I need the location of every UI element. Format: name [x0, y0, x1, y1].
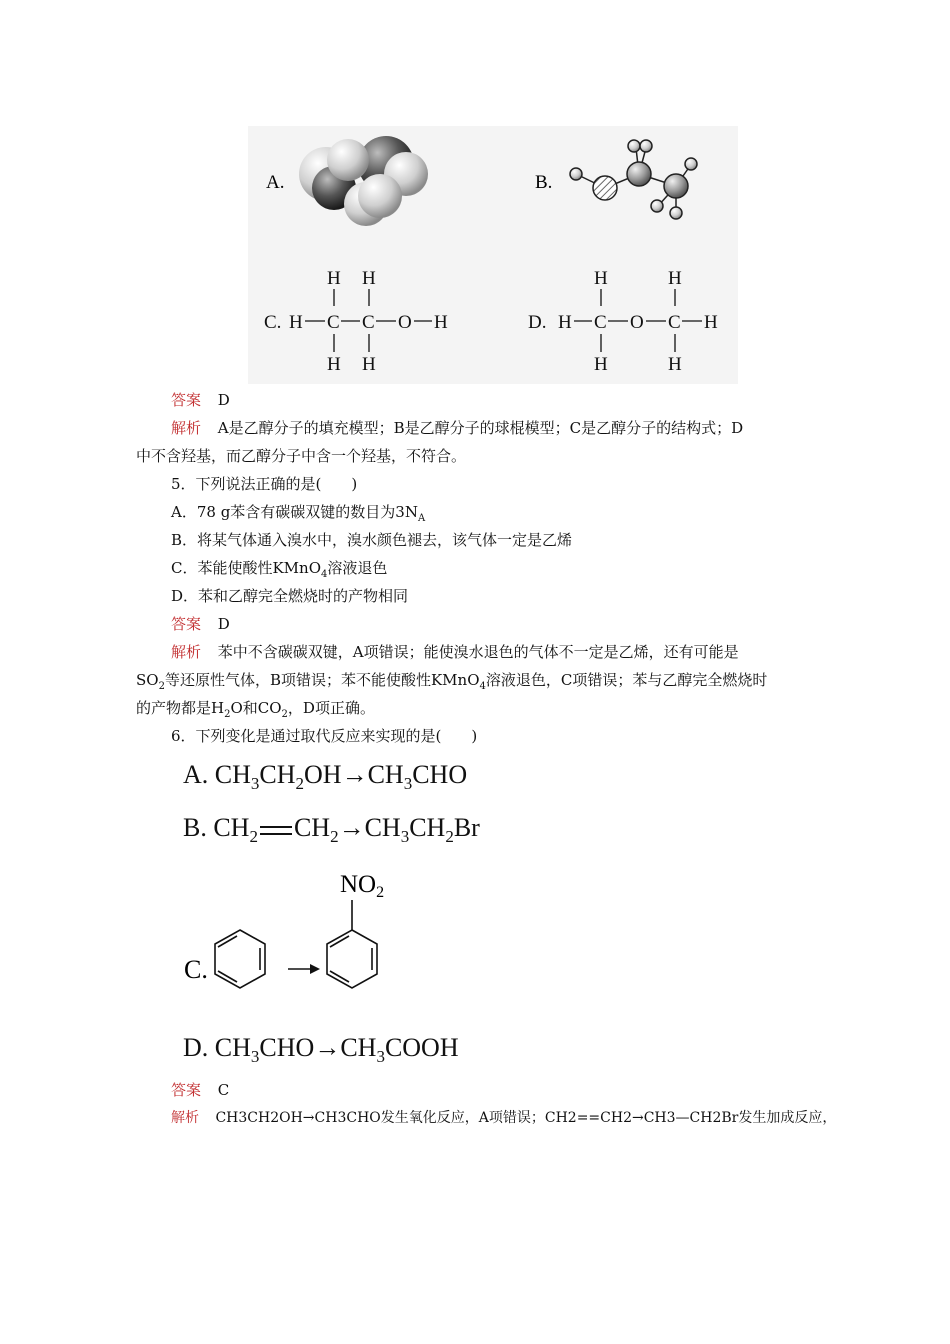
analysis-text: 等还原性气体，B项错误；苯不能使酸性KMnO	[164, 671, 480, 689]
analysis-sub: 2	[224, 709, 231, 720]
atom-h: H	[594, 354, 608, 375]
q6-option-c	[180, 866, 420, 1026]
atom-h: H	[704, 312, 718, 333]
q6-stem: 6．下列变化是通过取代反应来实现的是( )	[171, 727, 478, 745]
analysis-text: CH3CH2OH→CH3CHO发生氧化反应，A项错误；CH2==CH2→CH3—CH2Br发生加成反应，	[215, 1110, 837, 1126]
arrow-icon: →	[338, 813, 365, 842]
atom-h: H	[668, 354, 682, 375]
nitrobenzene-ring	[327, 900, 377, 988]
analysis-sub: 2	[281, 709, 288, 720]
answer-label: 答案	[171, 615, 202, 633]
answer-label: 答案	[171, 1081, 202, 1099]
atom-c: C	[327, 312, 340, 333]
structural-formula-c	[264, 268, 448, 375]
option-label: A.	[183, 760, 209, 789]
atom-h: H	[362, 268, 376, 289]
atom-h: H	[289, 312, 303, 333]
q6-option-b: B. $CH_2$ $CH_2\to CH_3CH_2Br$	[183, 813, 480, 847]
q6-option-d: D. $CH_3CHO\to CH_3COOH$	[183, 1033, 459, 1067]
atom-c: C	[594, 312, 607, 333]
double-bond	[260, 826, 292, 835]
answer-label: 答案	[171, 391, 202, 409]
reaction-arrow-icon	[288, 964, 320, 974]
atom-h: H	[327, 268, 341, 289]
option-text: C．苯能使酸性KMnO	[171, 559, 322, 577]
answer-value: C	[217, 1081, 230, 1099]
q5-stem: 5．下列说法正确的是( )	[171, 475, 358, 493]
atom-h: H	[327, 354, 341, 375]
q5-option-a	[171, 502, 425, 529]
space-filling-model	[299, 136, 428, 226]
option-label: C.	[184, 955, 208, 984]
q5-option-b: B．将某气体通入溴水中，溴水颜色褪去，该气体一定是乙烯	[171, 531, 573, 549]
q5-analysis-line2	[136, 670, 767, 697]
analysis-text: 的产物都是H	[136, 699, 225, 717]
atom-h: H	[434, 312, 448, 333]
option-text: 溶液退色	[327, 559, 388, 577]
analysis-sub: 4	[479, 681, 486, 692]
analysis-text: O和CO	[230, 699, 282, 717]
q4-analysis	[171, 418, 743, 438]
option-label: D.	[183, 1033, 209, 1062]
option-text: A．78 g苯含有碳碳双键的数目为3N	[171, 503, 418, 521]
analysis-text: 苯中不含碳碳双键，A项错误；能使溴水退色的气体不一定是乙烯，还有可能是	[217, 643, 739, 661]
option-label: B.	[183, 813, 207, 842]
analysis-sub: 2	[158, 681, 165, 692]
label-a: A.	[266, 172, 285, 193]
molecule-figure	[248, 126, 738, 384]
label-d: D.	[528, 312, 547, 333]
analysis-label: 解析	[171, 643, 202, 661]
q5-answer	[171, 614, 230, 634]
benzene-nitration-svg	[180, 866, 420, 1026]
analysis-label: 解析	[171, 1110, 199, 1126]
atom-o: O	[398, 312, 412, 333]
atom-o: O	[630, 312, 644, 333]
atom-c: C	[362, 312, 375, 333]
q4-analysis-cont: 中不含羟基，而乙醇分子中含一个羟基，不符合。	[136, 447, 467, 465]
atom-h: H	[362, 354, 376, 375]
analysis-label: 解析	[171, 419, 202, 437]
arrow-icon: →	[314, 1033, 341, 1062]
structural-formula-d	[528, 268, 718, 375]
label-c: C.	[264, 312, 282, 333]
q6-analysis	[171, 1108, 836, 1128]
q5-analysis	[171, 642, 739, 662]
ball-stick-model	[570, 140, 697, 219]
option-sub: 4	[321, 569, 328, 580]
analysis-text: ，D项正确。	[287, 699, 375, 717]
option-sub: A	[417, 513, 426, 524]
benzene-ring	[215, 930, 265, 988]
q6-answer	[171, 1080, 229, 1100]
nitro-group: $NO_2$	[340, 871, 385, 901]
q5-analysis-line3	[136, 698, 375, 725]
molecule-figure-svg	[248, 126, 738, 384]
atom-c: C	[668, 312, 681, 333]
atom-h: H	[594, 268, 608, 289]
label-b: B.	[535, 172, 553, 193]
q5-option-d: D．苯和乙醇完全燃烧时的产物相同	[171, 587, 409, 605]
answer-value: D	[217, 615, 230, 633]
q6-option-a: A. $CH_3CH_2OH\to CH_3CHO$	[183, 760, 468, 794]
atom-h: H	[558, 312, 572, 333]
analysis-text: 溶液退色，C项错误；苯与乙醇完全燃烧时	[485, 671, 768, 689]
analysis-text: SO	[136, 671, 159, 689]
q5-option-c	[171, 558, 387, 585]
arrow-icon: →	[341, 760, 368, 789]
atom-h: H	[668, 268, 682, 289]
analysis-text: A是乙醇分子的填充模型；B是乙醇分子的球棍模型；C是乙醇分子的结构式；D	[217, 419, 744, 437]
answer-value: D	[217, 391, 230, 409]
q4-answer	[171, 390, 230, 410]
